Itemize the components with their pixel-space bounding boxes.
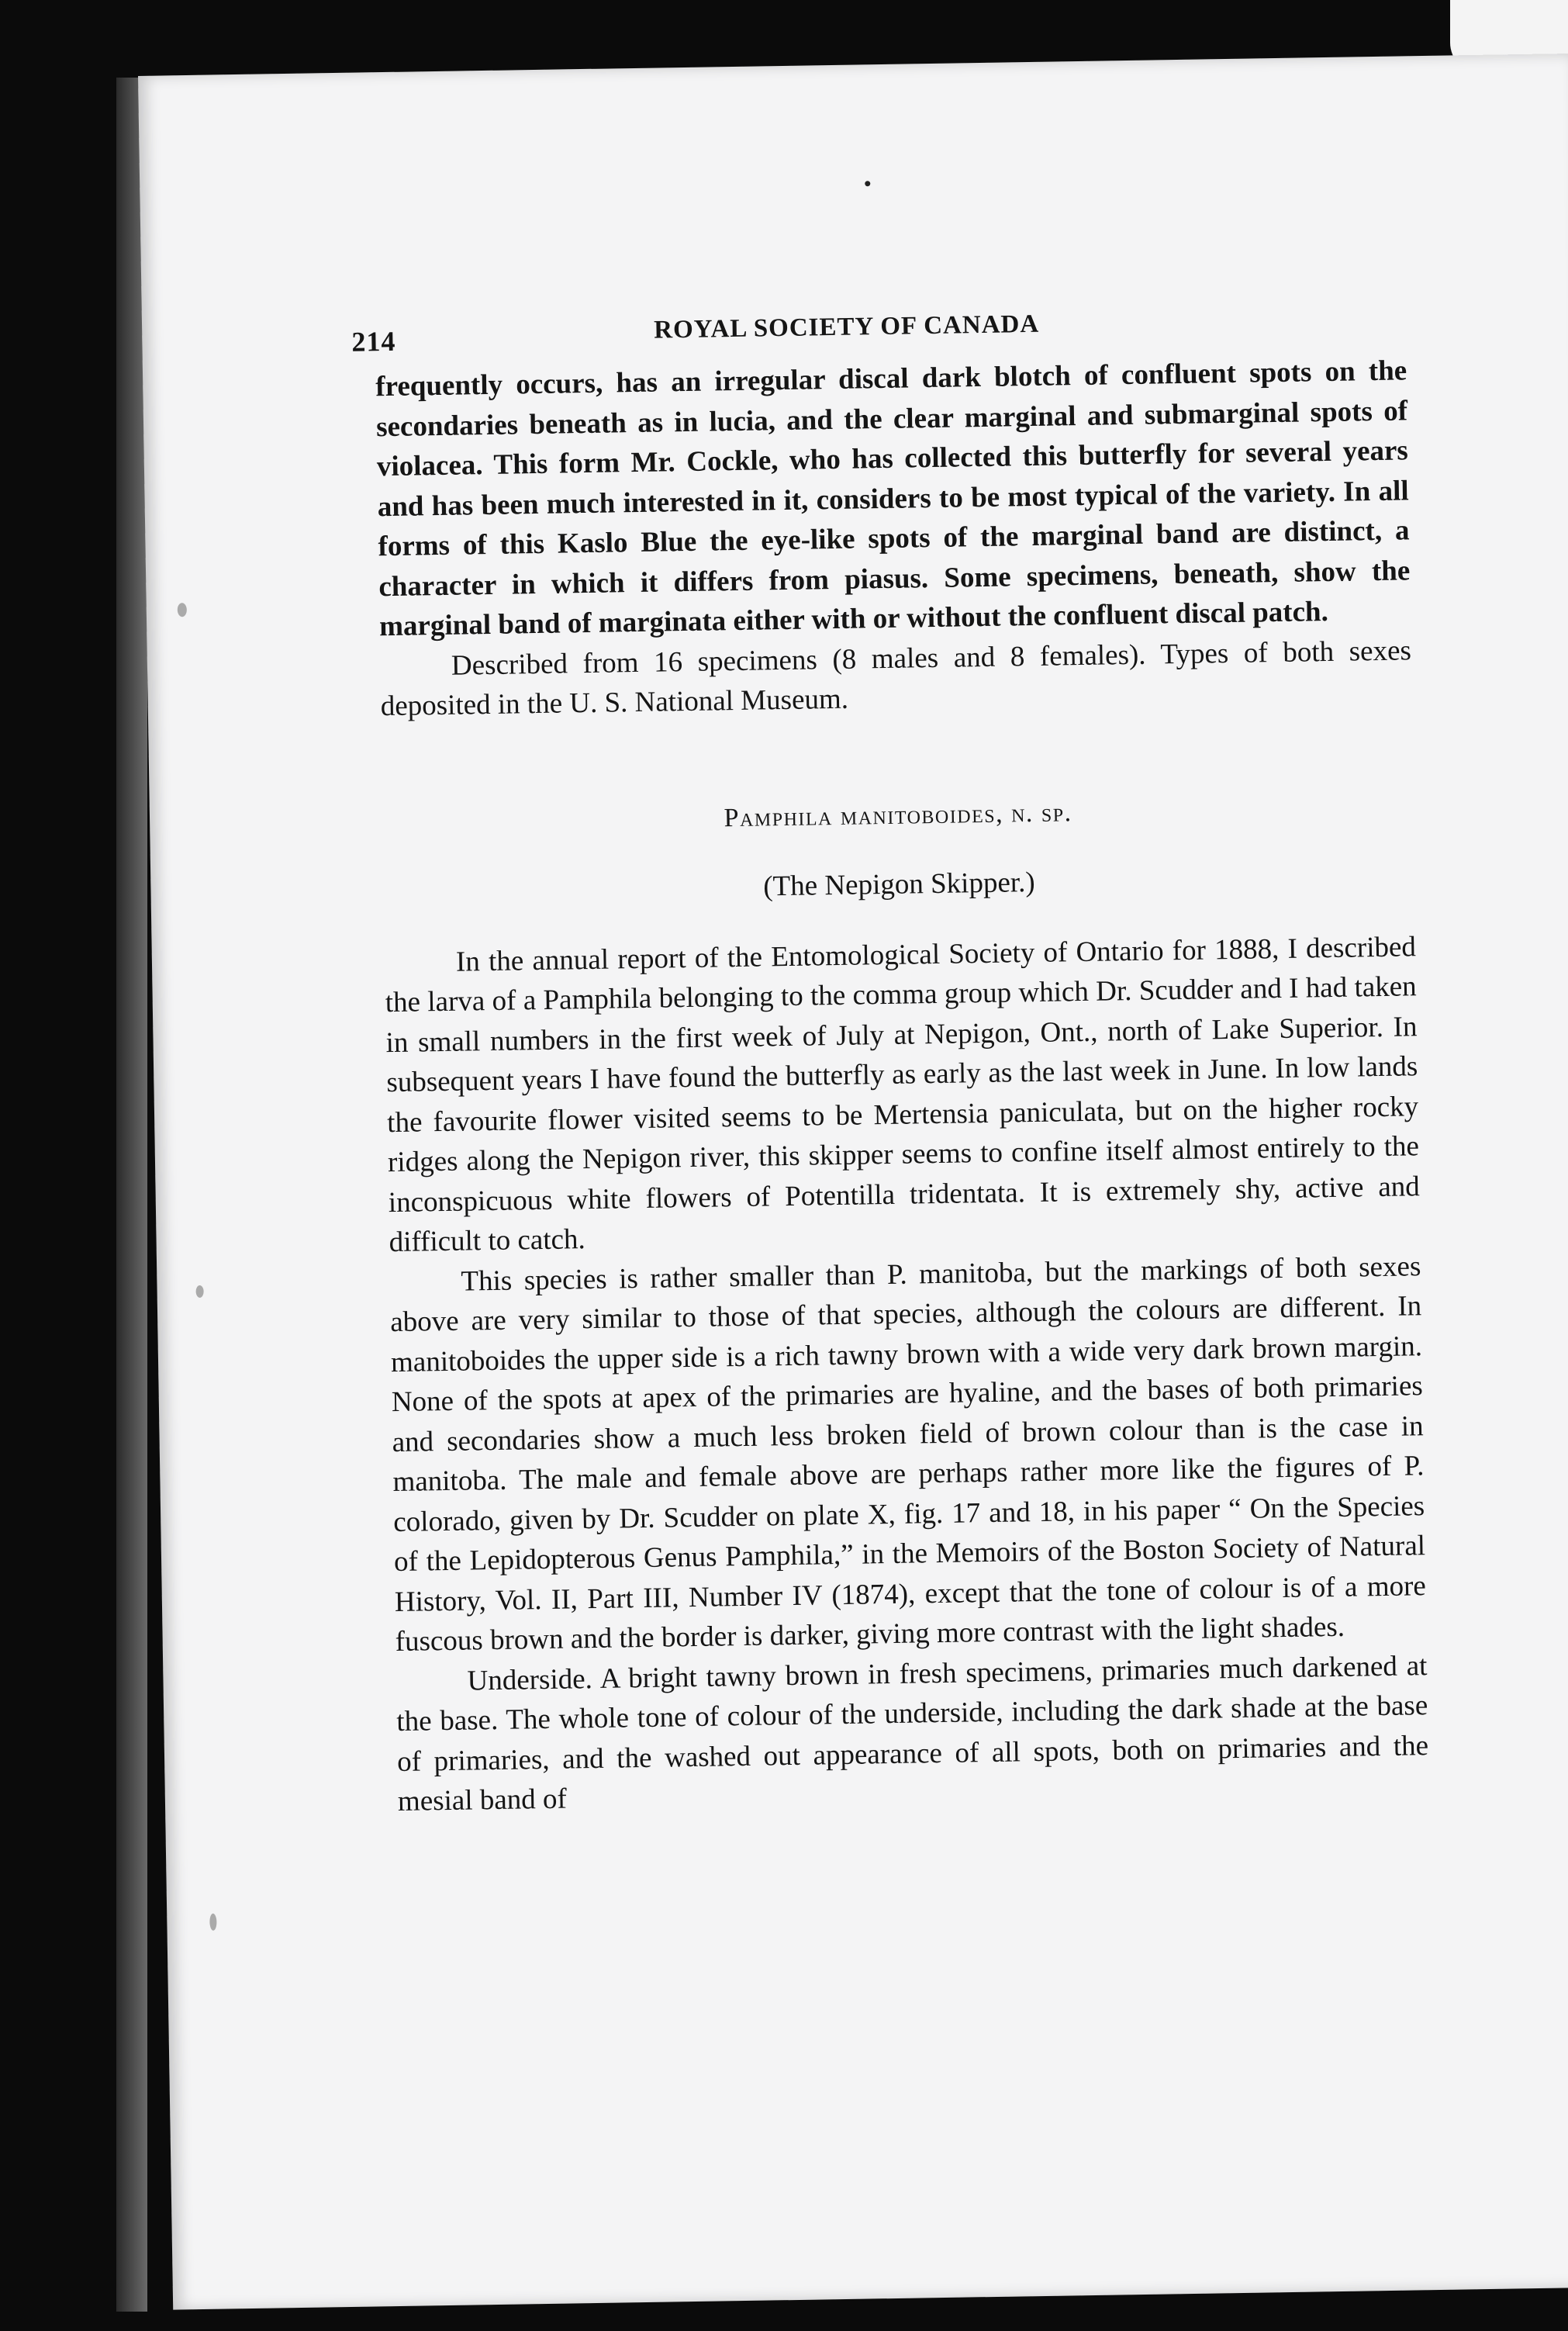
margin-speck (209, 1914, 216, 1931)
page-content (351, 304, 1429, 1821)
document-page (138, 54, 1568, 2310)
paragraph-specimens: Described from 16 specimens (8 males and 8 females). Types of both sexes deposited in the U. S. National Museum. (380, 634, 1412, 723)
ink-dot (865, 181, 870, 186)
margin-speck (178, 603, 187, 617)
species-heading: Pamphila manitoboides, n. sp. (724, 797, 1072, 832)
paragraph-description: In the annual report of the Entomological Society of Ontario for 1888, I described the larva of a Pamphila belonging to the comma group which Dr. Scudder and I had taken in small numbers in the first week of July at Nepigon, Ont., north of Lake Superior. In subsequent years I have found the butterfly as early as the last week in June. In low lands the favourite flower visited seems to be Mertensia paniculata, but on the higher rocky ridges along the Nepigon river, this skipper seems to confine itself almost entirely to the inconspicuous white flowers of Potentilla tridentata. It is extremely shy, active and difficult to catch. (385, 930, 1421, 1259)
paragraph-underside: Underside. A bright tawny brown in fresh specimens, primaries much darkened at the base. The whole tone of colour of the underside, including the dark shade at the base of primaries, and the washed out appearance of all spots, both on primaries and the mesial band of (396, 1649, 1429, 1818)
page-number: 214 (351, 325, 396, 358)
paragraph-continued: frequently occurs, has an irregular discal dark blotch of confluent spots on the secondaries beneath as in lucia, and the clear marginal and submarginal spots of violacea. This form Mr. Cockle, who has collected this butterfly for several years and has been much interested in it, considers to be most typical of the variety. In all forms of this Kaslo Blue the eye-like spots of the marginal band are distinct, a character in which it differs from piasus. Some specimens, beneath, show the marginal band of marginata either with or without the confluent discal patch. (375, 354, 1411, 643)
species-common-name: (The Nepigon Skipper.) (762, 866, 1035, 902)
margin-speck (195, 1285, 203, 1298)
journal-title: ROYAL SOCIETY OF CANADA (653, 310, 1040, 344)
paragraph-comparison: This species is rather smaller than P. manitoba, but the markings of both sexes above are very similar to those of that species, although the colours are different. In manitoboides the upper side is a rich tawny brown with a wide very dark brown margin. None of the spots at apex of the primaries are hyaline, and the bases of both primaries and secondaries show a much less broken field of brown colour than is the case in manitoba. The male and female above are perhaps rather more like the figures of P. colorado, given by Dr. Scudder on plate X, fig. 17 and 18, in his paper “ On the Species of the Lepidopterous Genus Pamphila,” in the Memoirs of the Boston Society of Natural History, Vol. II, Part III, Number IV (1874), except that the tone of colour is of a more fuscous brown and the border is darker, giving more contrast with the light shades. (389, 1250, 1427, 1658)
